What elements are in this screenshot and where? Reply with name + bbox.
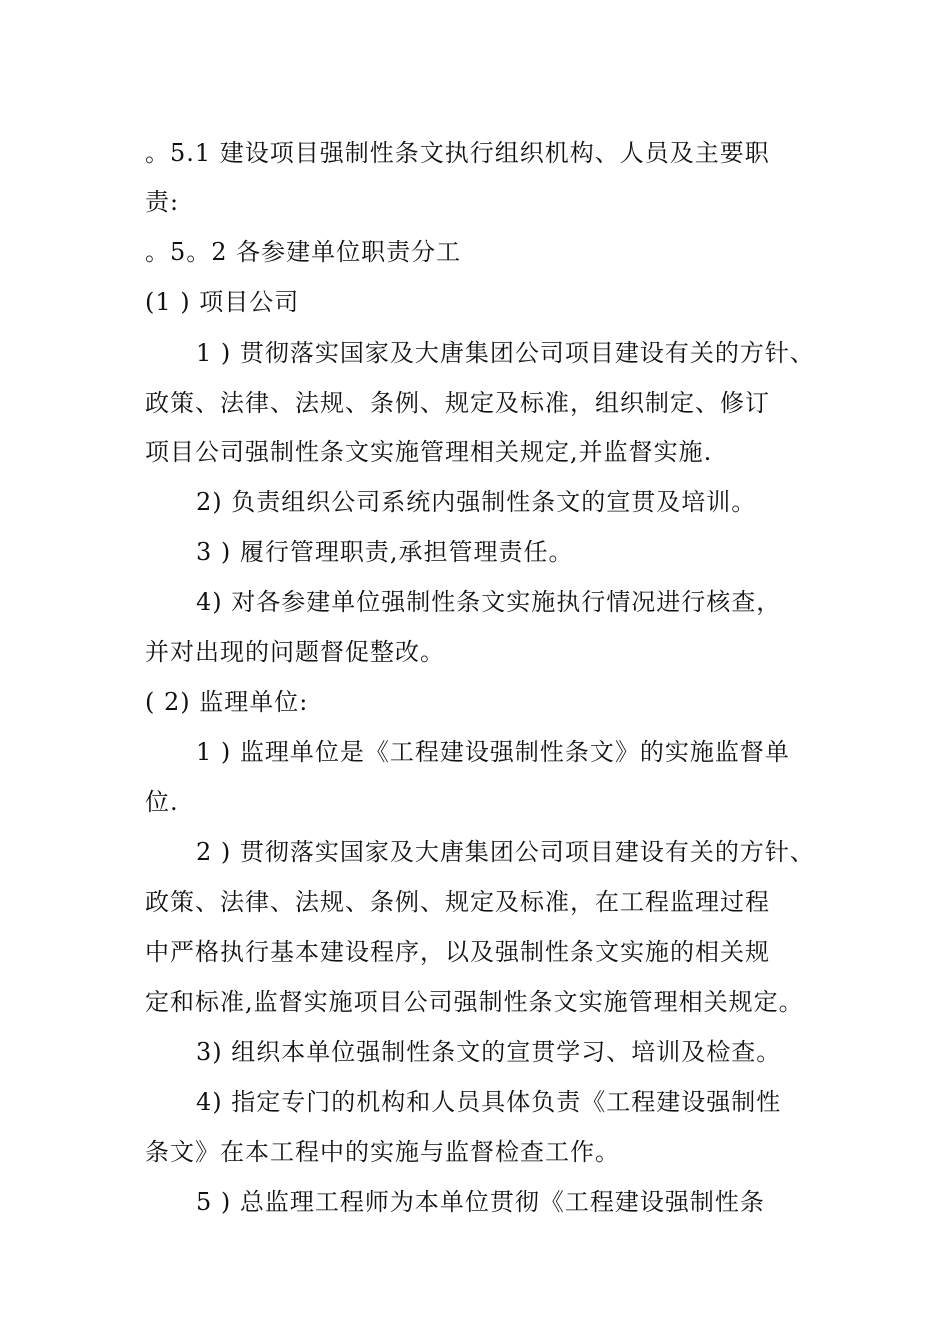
paragraph-line: 政策、法律、法规、条例、规定及标准，在工程监理过程 [145,888,770,916]
section-heading-5-2: 。5。2 各参建单位职责分工 [145,238,462,266]
paragraph-line: 2) 负责组织公司系统内强制性条文的宣贯及培训。 [196,488,757,516]
paragraph-line: 3 ) 履行管理职责,承担管理责任。 [196,538,574,566]
section-heading-5-1-cont: 责: [145,188,180,216]
paragraph-line: 项目公司强制性条文实施管理相关规定,并监督实施. [145,438,713,466]
section-heading-5-1: 。5.1 建设项目强制性条文执行组织机构、人员及主要职 [145,139,770,167]
paragraph-line: 4) 指定专门的机构和人员具体负责《工程建设强制性 [196,1088,782,1116]
paragraph-line: 定和标准,监督实施项目公司强制性条文实施管理相关规定。 [145,988,804,1016]
paragraph-line: 中严格执行基本建设程序，以及强制性条文实施的相关规 [145,938,770,966]
paragraph-line: 政策、法律、法规、条例、规定及标准，组织制定、修订 [145,389,770,417]
paragraph-line: 并对出现的问题督促整改。 [145,638,445,666]
paragraph-line: 1 ) 贯彻落实国家及大唐集团公司项目建设有关的方针、 [196,339,815,367]
paragraph-line: 2 ) 贯彻落实国家及大唐集团公司项目建设有关的方针、 [196,838,815,866]
paragraph-line: 4) 对各参建单位强制性条文实施执行情况进行核查， [196,588,782,616]
paragraph-line: 3) 组织本单位强制性条文的宣贯学习、培训及检查。 [196,1038,782,1066]
subsection-supervision-unit: ( 2) 监理单位: [145,688,309,716]
subsection-project-company: (1 ) 项目公司 [145,288,300,316]
paragraph-line: 5 ) 总监理工程师为本单位贯彻《工程建设强制性条 [196,1188,765,1216]
paragraph-line: 位. [145,788,179,816]
paragraph-line: 条文》在本工程中的实施与监督检查工作。 [145,1138,620,1166]
paragraph-line: 1 ) 监理单位是《工程建设强制性条文》的实施监督单 [196,738,790,766]
